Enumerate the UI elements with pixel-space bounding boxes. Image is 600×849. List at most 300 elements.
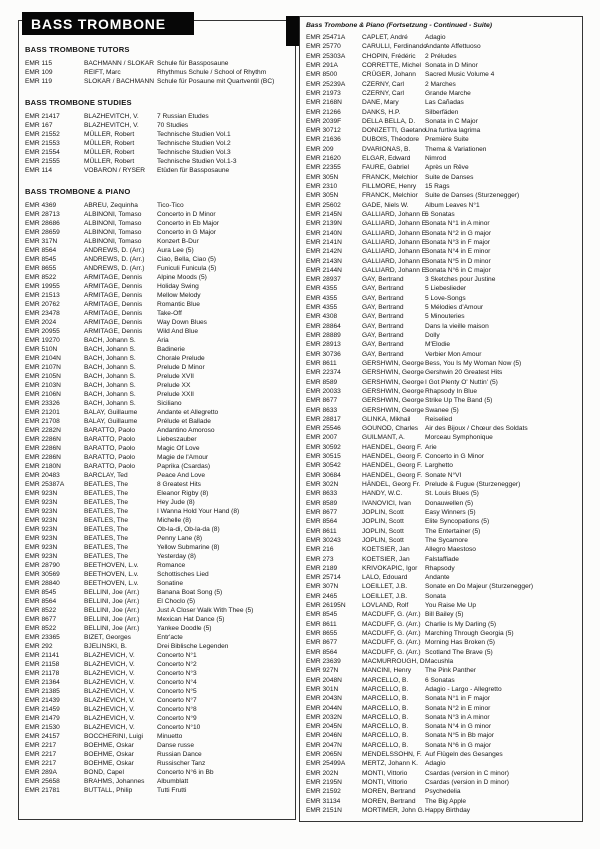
catalog-row	[306, 713, 580, 722]
catalog-row	[25, 68, 292, 77]
piece-title: Prelude XXII	[157, 391, 195, 398]
emr-number: EMR 8564	[25, 247, 57, 254]
emr-number: EMR 2195N	[306, 779, 342, 786]
piece-title: Sonata in D Minor	[425, 61, 478, 69]
catalog-row	[306, 806, 580, 815]
composer-name: ARMITAGE, Dennis	[84, 301, 143, 308]
catalog-row	[306, 508, 580, 517]
left-sections	[25, 45, 292, 795]
emr-number: EMR 923N	[25, 526, 58, 533]
composer-name: GERSHWIN, George	[362, 406, 424, 414]
piece-title: Falstaffiade	[425, 555, 459, 563]
emr-number: EMR 2286N	[25, 454, 61, 461]
catalog-row	[306, 191, 580, 200]
emr-number: EMR 2144N	[306, 266, 342, 274]
piece-title: Happy Birthday	[425, 806, 471, 814]
catalog-row	[306, 89, 580, 98]
composer-name: BARATTO, Paolo	[84, 436, 136, 443]
piece-title: 5 Love-Songs	[425, 294, 466, 302]
emr-number: EMR 30243	[306, 536, 341, 544]
catalog-row	[25, 552, 292, 561]
emr-number: EMR 19270	[25, 337, 60, 344]
catalog-row	[25, 660, 292, 669]
emr-number: EMR 2145N	[306, 210, 342, 218]
piece-title: Sonata in C Major	[425, 117, 478, 125]
emr-number: EMR 923N	[25, 490, 58, 497]
page-title-label: BASS TROMBONE	[31, 15, 166, 32]
section-heading: BASS TROMBONE TUTORS	[25, 45, 130, 54]
emr-number: EMR 8633	[306, 490, 338, 498]
emr-number: EMR 8677	[25, 616, 57, 623]
emr-number: EMR 209	[306, 145, 334, 153]
right-column	[299, 16, 583, 822]
piece-title: M'Elodie	[425, 341, 451, 349]
emr-number: EMR 301N	[306, 685, 339, 693]
catalog-row	[306, 275, 580, 284]
piece-title: Drei Biblische Legenden	[157, 643, 229, 650]
catalog-row	[306, 396, 580, 405]
emr-number: EMR 21620	[306, 155, 341, 163]
catalog-row	[25, 426, 292, 435]
piece-title: Concerto N°9	[157, 715, 197, 722]
emr-number: EMR 114	[25, 167, 52, 174]
piece-title: Tutti Frutti	[157, 787, 187, 794]
continued-heading: Bass Trombone & Piano (Fortsetzung - Continued - Suite)	[306, 22, 493, 29]
composer-name: ANDREWS, D. (Arr.)	[84, 247, 145, 254]
piece-title: Concerto N°8	[157, 706, 197, 713]
emr-number: EMR 8545	[306, 611, 338, 619]
emr-number: EMR 2046N	[306, 732, 342, 740]
composer-name: GALLIARD, Johann E.	[362, 210, 428, 218]
catalog-row	[306, 229, 580, 238]
catalog-row	[25, 489, 292, 498]
catalog-row	[25, 282, 292, 291]
emr-number: EMR 2465	[306, 592, 338, 600]
composer-name: BELLINI, Joe (Arr.)	[84, 616, 140, 623]
composer-name: CRÜGER, Johann	[362, 71, 416, 79]
catalog-row	[25, 453, 292, 462]
composer-name: MOREN, Bertrand	[362, 788, 416, 796]
catalog-row	[306, 517, 580, 526]
piece-title: Konzert B-Dur	[157, 238, 199, 245]
piece-title: Sonate N°VI	[425, 471, 462, 479]
catalog-row	[306, 284, 580, 293]
piece-title: Strike Up The Band (5)	[425, 397, 493, 405]
composer-name: BLAZHEVICH, V.	[84, 670, 135, 677]
composer-name: ARMITAGE, Dennis	[84, 319, 143, 326]
catalog-row	[306, 452, 580, 461]
emr-number: EMR 273	[306, 555, 334, 563]
piece-title: Psychedelia	[425, 788, 461, 796]
catalog-row	[25, 121, 292, 130]
piece-title: Sonate en Do Majeur (Sturzenegger)	[425, 583, 534, 591]
composer-name: BOEHME, Oskar	[84, 751, 134, 758]
emr-number: EMR 923N	[25, 517, 58, 524]
composer-name: GALLIARD, Johann E.	[362, 220, 428, 228]
catalog-row	[25, 273, 292, 282]
composer-name: SLOKAR / BACHMANN	[84, 78, 154, 85]
catalog-row	[306, 638, 580, 647]
emr-number: EMR 2047N	[306, 741, 342, 749]
catalog-row	[306, 592, 580, 601]
piece-title: Thema & Variationen	[425, 145, 487, 153]
catalog-row	[25, 381, 292, 390]
catalog-row	[25, 534, 292, 543]
composer-name: BEATLES, The	[84, 490, 129, 497]
catalog-row	[306, 340, 580, 349]
catalog-row	[306, 378, 580, 387]
emr-number: EMR 2105N	[25, 373, 61, 380]
catalog-row	[306, 629, 580, 638]
composer-name: BUTTALL, Philip	[84, 787, 133, 794]
catalog-row	[25, 624, 292, 633]
emr-number: EMR 109	[25, 69, 53, 76]
composer-name: BARATTO, Paolo	[84, 463, 136, 470]
emr-number: EMR 31134	[306, 797, 341, 805]
emr-number: EMR 307N	[306, 583, 339, 591]
composer-name: MARCELLO, B.	[362, 695, 409, 703]
emr-number: EMR 21554	[25, 149, 60, 156]
emr-number: EMR 30592	[306, 443, 341, 451]
catalog-row	[306, 201, 580, 210]
composer-name: BOND, Capel	[84, 769, 124, 776]
emr-number: EMR 2104N	[25, 355, 61, 362]
catalog-row	[306, 601, 580, 610]
catalog-row	[25, 759, 292, 768]
emr-number: EMR 4355	[306, 285, 338, 293]
composer-name: BACHMANN / SLOKAR	[84, 60, 154, 67]
emr-number: EMR 8564	[306, 518, 338, 526]
piece-title: Las Cañadas	[425, 99, 464, 107]
piece-title: Donauwellen (5)	[425, 499, 474, 507]
catalog-row	[306, 536, 580, 545]
piece-title: Prelude XVII	[157, 373, 195, 380]
catalog-row	[306, 415, 580, 424]
piece-title: 8 Greatest Hits	[157, 481, 201, 488]
piece-title: Andante et Allegretto	[157, 409, 219, 416]
piece-title: You Raise Me Up	[425, 602, 477, 610]
composer-name: BLAZHEVITCH, V.	[84, 122, 139, 129]
piece-title: Rhapsody In Blue	[425, 387, 478, 395]
emr-number: EMR 21592	[306, 788, 341, 796]
piece-title: Ciao, Bella, Ciao (5)	[157, 256, 217, 263]
emr-number: EMR 8611	[306, 359, 337, 367]
catalog-row	[306, 424, 580, 433]
composer-name: GAY, Bertrand	[362, 313, 404, 321]
catalog-row	[25, 228, 292, 237]
composer-name: BALAY, Guillaume	[84, 409, 138, 416]
piece-title: The Big Apple	[425, 797, 467, 805]
composer-name: BLAZHEVICH, V.	[84, 715, 135, 722]
composer-name: LALO, Edouard	[362, 574, 408, 582]
composer-name: BOEHME, Oskar	[84, 760, 134, 767]
composer-name: GAY, Bertrand	[362, 341, 404, 349]
right-rows	[306, 33, 580, 815]
piece-title: Badinerie	[157, 346, 185, 353]
piece-title: Penny Lane (8)	[157, 535, 203, 542]
piece-title: Funiculi Funicula (5)	[157, 265, 217, 272]
catalog-row	[306, 42, 580, 51]
catalog-row	[306, 722, 580, 731]
piece-title: Morning Has Broken (5)	[425, 639, 495, 647]
catalog-row	[25, 444, 292, 453]
composer-name: GALLIARD, Johann E.	[362, 257, 428, 265]
catalog-row	[25, 705, 292, 714]
emr-number: EMR 8522	[25, 625, 57, 632]
composer-name: GUILMANT, A.	[362, 434, 405, 442]
catalog-row	[306, 443, 580, 452]
catalog-row	[25, 255, 292, 264]
piece-title: Albumblatt	[157, 778, 189, 785]
composer-name: BEATLES, The	[84, 526, 129, 533]
composer-name: MERTZ, Johann K.	[362, 760, 418, 768]
piece-title: Mexican Hat Dance (5)	[157, 616, 225, 623]
composer-name: BACH, Johann S.	[84, 373, 136, 380]
emr-number: EMR 24157	[25, 733, 60, 740]
composer-name: MANCINI, Henry	[362, 667, 412, 675]
composer-name: CZERNY, Carl	[362, 89, 405, 97]
emr-number: EMR 2217	[25, 742, 57, 749]
composer-name: MACDUFF, G. (Arr.)	[362, 648, 421, 656]
composer-name: GALLIARD, Johann E.	[362, 238, 428, 246]
composer-name: BELLINI, Joe (Arr.)	[84, 625, 140, 632]
piece-title: Sonata N°1 in A minor	[425, 220, 490, 228]
piece-title: Schule für Posaune mit Quartventil (BC)	[157, 78, 275, 85]
emr-number: EMR 2286N	[25, 445, 61, 452]
composer-name: GALLIARD, Johann E.	[362, 266, 428, 274]
catalog-row	[25, 354, 292, 363]
catalog-row	[25, 390, 292, 399]
piece-title: Technische Studien Vol.2	[157, 140, 231, 147]
emr-number: EMR 30736	[306, 350, 341, 358]
composer-name: GAY, Bertrand	[362, 350, 404, 358]
piece-title: 5 Mélodies d'Amour	[425, 304, 484, 312]
piece-title: Marching Through Georgia (5)	[425, 630, 514, 637]
piece-title: Première Suite	[425, 136, 469, 144]
emr-number: EMR 291A	[306, 61, 338, 69]
piece-title: Yellow Submarine (8)	[157, 544, 220, 551]
emr-number: EMR 510N	[25, 346, 58, 353]
piece-title: Andantino Amoroso	[157, 427, 215, 434]
piece-title: Magic Of Love	[157, 445, 200, 452]
composer-name: GAY, Bertrand	[362, 285, 404, 293]
emr-number: EMR 28913	[306, 341, 341, 349]
composer-name: HAENDEL, Georg F.	[362, 462, 423, 470]
emr-number: EMR 4369	[25, 202, 57, 209]
emr-number: EMR 923N	[25, 508, 58, 515]
catalog-row	[25, 148, 292, 157]
catalog-row	[306, 303, 580, 312]
emr-number: EMR 923N	[25, 499, 58, 506]
emr-number: EMR 20033	[306, 387, 341, 395]
composer-name: GERSHWIN, George	[362, 369, 424, 377]
emr-number: EMR 22374	[306, 369, 341, 377]
emr-number: EMR 22355	[306, 164, 341, 172]
composer-name: DANE, Mary	[362, 99, 399, 107]
composer-name: FAURE, Gabriel	[362, 164, 409, 172]
composer-name: LOEILLET, J.B.	[362, 592, 408, 600]
piece-title: Liebeszauber	[157, 436, 197, 443]
composer-name: CARULLI, Ferdinando	[362, 43, 427, 51]
composer-name: BLAZHEVICH, V.	[84, 706, 135, 713]
composer-name: BEATLES, The	[84, 544, 129, 551]
composer-name: ELGAR, Edward	[362, 155, 411, 163]
catalog-row	[25, 561, 292, 570]
piece-title: Romance	[157, 562, 186, 569]
composer-name: REIFT, Marc	[84, 69, 121, 76]
composer-name: BLAZHEVICH, V.	[84, 679, 135, 686]
composer-name: MARCELLO, B.	[362, 704, 409, 712]
piece-title: Concerto N°3	[157, 670, 197, 677]
composer-name: BEATLES, The	[84, 508, 129, 515]
catalog-row	[306, 154, 580, 163]
catalog-row	[306, 555, 580, 564]
emr-number: EMR 8589	[306, 499, 338, 507]
catalog-row	[25, 543, 292, 552]
catalog-row	[25, 750, 292, 759]
piece-title: Csardas (version in C minor)	[425, 769, 509, 777]
catalog-row	[306, 359, 580, 368]
catalog-row	[25, 615, 292, 624]
piece-title: Concerto N°5	[157, 688, 197, 695]
catalog-row	[306, 322, 580, 331]
piece-title: Technische Studien Vol.3	[157, 149, 231, 156]
composer-name: CZERNY, Carl	[362, 80, 405, 88]
composer-name: BLAZHEVICH, V.	[84, 697, 135, 704]
piece-title: Album Leaves N°1	[425, 201, 480, 209]
emr-number: EMR 21555	[25, 158, 60, 165]
catalog-row	[306, 610, 580, 619]
emr-number: EMR 28686	[25, 220, 60, 227]
composer-name: ANDREWS, D. (Arr.)	[84, 256, 145, 263]
emr-number: EMR 927N	[306, 667, 339, 675]
catalog-row	[25, 651, 292, 660]
composer-name: JOPLIN, Scott	[362, 536, 404, 544]
composer-name: BEATLES, The	[84, 499, 129, 506]
emr-number: EMR 2143N	[306, 257, 342, 265]
composer-name: MARCELLO, B.	[362, 741, 409, 749]
catalog-row	[306, 312, 580, 321]
piece-title: Magie de l'Amour	[157, 454, 209, 461]
catalog-section	[25, 98, 292, 175]
catalog-row	[306, 219, 580, 228]
catalog-row	[306, 247, 580, 256]
piece-title: I Wanna Hold Your Hand (8)	[157, 508, 240, 515]
catalog-row	[306, 480, 580, 489]
composer-name: BELLINI, Joe (Arr.)	[84, 598, 140, 605]
emr-number: EMR 26195N	[306, 602, 346, 610]
composer-name: MOREN, Bertrand	[362, 797, 416, 805]
emr-number: EMR 20483	[25, 472, 60, 479]
piece-title: Sonata N°2 in E minor	[425, 704, 491, 712]
emr-number: EMR 25303A	[306, 52, 346, 60]
emr-number: EMR 25471A	[306, 34, 346, 41]
emr-number: EMR 21266	[306, 108, 341, 116]
composer-name: BOCCHERINI, Luigi	[84, 733, 143, 740]
piece-title: Bill Bailey (5)	[425, 611, 464, 619]
catalog-row	[306, 564, 580, 573]
catalog-row	[25, 219, 292, 228]
piece-title: Arie	[425, 443, 437, 451]
composer-name: CORRETTE, Michel	[362, 61, 421, 69]
emr-number: EMR 2106N	[25, 391, 61, 398]
composer-name: BACH, Johann S.	[84, 400, 136, 407]
piece-title: Andante	[425, 574, 450, 582]
piece-title: Sacred Music Volume 4	[425, 71, 495, 79]
piece-title: Romantic Blue	[157, 301, 200, 308]
emr-number: EMR 25499A	[306, 760, 346, 768]
emr-number: EMR 20762	[25, 301, 60, 308]
composer-name: BELLINI, Joe (Arr.)	[84, 589, 140, 596]
catalog-row	[306, 704, 580, 713]
emr-number: EMR 28840	[25, 580, 60, 587]
catalog-row	[306, 676, 580, 685]
composer-name: BLAZHEVITCH, V.	[84, 113, 139, 120]
composer-name: ARMITAGE, Dennis	[84, 283, 143, 290]
piece-title: Verbier Mon Amour	[425, 350, 482, 358]
piece-title: Sonata N°6 in G major	[425, 741, 492, 749]
composer-name: BOEHME, Oskar	[84, 742, 134, 749]
composer-name: MARCELLO, B.	[362, 732, 409, 740]
piece-title: Scotland The Brave (5)	[425, 648, 493, 656]
catalog-row	[25, 435, 292, 444]
catalog-row	[25, 309, 292, 318]
piece-title: Easy Winners (5)	[425, 508, 476, 516]
composer-name: HAENDEL, Georg F.	[362, 471, 423, 479]
catalog-row	[306, 80, 580, 89]
composer-name: MACMURROUGH, D.	[362, 657, 427, 665]
composer-name: BLAZHEVICH, V.	[84, 688, 135, 695]
composer-name: GALLIARD, Johann E.	[362, 229, 428, 237]
emr-number: EMR 28713	[25, 211, 60, 218]
emr-number: EMR 8545	[25, 589, 57, 596]
composer-name: LOEILLET, J.B.	[362, 583, 408, 591]
composer-name: HÄNDEL, Georg Fr.	[362, 481, 421, 488]
index-tab-mark	[286, 16, 299, 46]
emr-number: EMR 21178	[25, 670, 60, 677]
piece-title: Concerto N°7	[157, 697, 197, 704]
composer-name: MARCELLO, B.	[362, 676, 409, 684]
piece-title: Rhythmus Schule / School of Rhythm	[157, 69, 267, 76]
composer-name: BACH, Johann S.	[84, 337, 136, 344]
emr-number: EMR 2140N	[306, 229, 342, 237]
emr-number: EMR 21636	[306, 136, 341, 144]
emr-number: EMR 21141	[25, 652, 60, 659]
emr-number: EMR 2217	[25, 751, 57, 758]
catalog-section	[25, 45, 292, 86]
emr-number: EMR 21201	[25, 409, 60, 416]
emr-number: EMR 4308	[306, 313, 338, 321]
catalog-row	[306, 499, 580, 508]
piece-title: Etüden für Bassposaune	[157, 167, 230, 174]
composer-name: BEETHOVEN, L.v.	[84, 571, 139, 578]
emr-number: EMR 2024	[25, 319, 57, 326]
composer-name: BEATLES, The	[84, 517, 129, 524]
piece-title: Sonata N°5 in D minor	[425, 257, 491, 265]
emr-number: EMR 30684	[306, 471, 341, 479]
piece-title: Bess, You Is My Woman Now (5)	[425, 359, 522, 367]
piece-title: Concerto N°1	[157, 652, 197, 659]
emr-number: EMR 21459	[25, 706, 60, 713]
piece-title: 5 Liebeslieder	[425, 285, 467, 293]
catalog-row	[25, 696, 292, 705]
composer-name: BACH, Johann S.	[84, 382, 136, 389]
composer-name: ARMITAGE, Dennis	[84, 310, 143, 317]
composer-name: DANKS, H.P.	[362, 108, 401, 116]
piece-title: Après un Rêve	[425, 164, 469, 172]
catalog-row	[25, 687, 292, 696]
composer-name: MENDELSSOHN, F.	[362, 751, 422, 759]
